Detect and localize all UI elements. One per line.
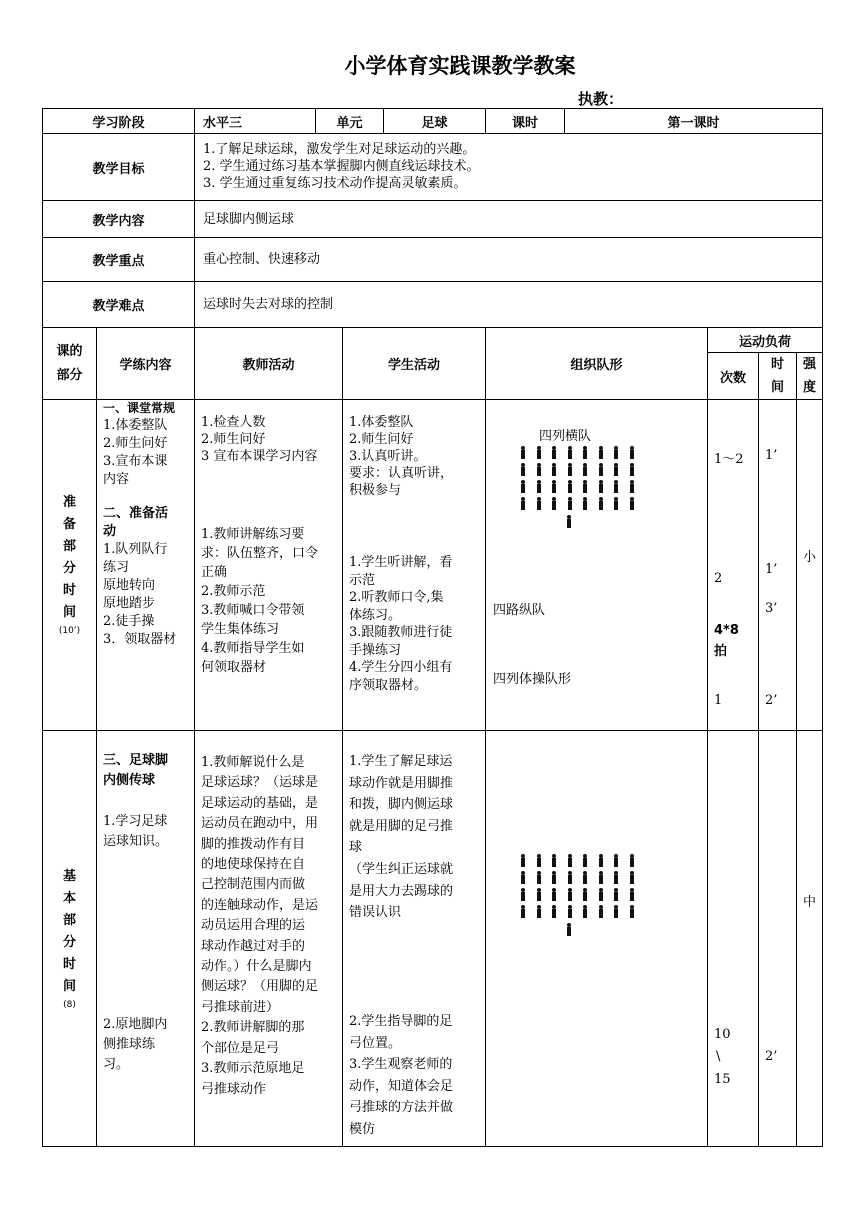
count-value: 2 bbox=[714, 571, 723, 586]
person-icon bbox=[613, 888, 619, 901]
basic-student-list-b bbox=[349, 1011, 453, 1141]
person-icon bbox=[629, 871, 635, 884]
person-icon bbox=[582, 854, 588, 867]
person-icon bbox=[566, 923, 572, 936]
content-label: 教学内容 bbox=[42, 200, 194, 237]
list-item: 弓推球前进） bbox=[201, 999, 280, 1015]
list-item: 积极参与 bbox=[349, 483, 402, 498]
basic-intensity-cell bbox=[796, 730, 823, 1147]
column-intensity: 强度 bbox=[796, 352, 823, 399]
person-icon bbox=[551, 854, 557, 867]
list-item: 3.教师示范原地足 bbox=[201, 1061, 305, 1077]
list-item: 4.教师指导学生如 bbox=[201, 641, 305, 656]
unit-label: 单元 bbox=[315, 108, 383, 133]
person-icon bbox=[598, 905, 604, 918]
person-icon bbox=[629, 463, 635, 476]
time-value: 2’ bbox=[765, 1049, 778, 1064]
list-item: （学生纠正运球就 bbox=[349, 861, 454, 877]
list-item: 动 bbox=[103, 524, 117, 539]
column-load: 运动负荷 bbox=[707, 327, 823, 352]
time-value: 1’ bbox=[765, 448, 778, 463]
basic-practice-list-a bbox=[103, 812, 168, 852]
list-item: 原地转向 bbox=[103, 578, 156, 593]
stage-value: 水平三 bbox=[194, 108, 315, 133]
person-icon bbox=[536, 497, 542, 510]
person-icon bbox=[582, 497, 588, 510]
person-icon bbox=[520, 905, 526, 918]
list-item: 求：队伍整齐，口令 bbox=[201, 546, 319, 561]
time-value: 1’ bbox=[765, 562, 778, 577]
list-item: 1.体委整队 bbox=[103, 418, 168, 433]
list-item: 运球知识。 bbox=[103, 834, 169, 849]
person-icon bbox=[629, 888, 635, 901]
person-icon bbox=[536, 480, 542, 493]
part-label-char: 间 bbox=[62, 605, 76, 620]
list-item: 侧运球？（用脚的足 bbox=[201, 979, 319, 995]
list-item bbox=[103, 489, 189, 505]
person-icon bbox=[598, 446, 604, 459]
basic-time-cell bbox=[758, 730, 796, 1147]
part-label-char: 部 bbox=[62, 539, 76, 554]
basic-student-list-a bbox=[349, 751, 453, 924]
lesson-label: 课时 bbox=[485, 108, 564, 133]
lesson-value: 第一课时 bbox=[564, 108, 823, 133]
list-item: 3.跟随教师进行徒 bbox=[349, 625, 453, 640]
person-icon bbox=[629, 497, 635, 510]
person-icon bbox=[551, 888, 557, 901]
person-icon bbox=[536, 905, 542, 918]
list-item: 是用大力去踢球的 bbox=[349, 883, 454, 899]
person-icon bbox=[551, 480, 557, 493]
person-icon bbox=[520, 463, 526, 476]
formation-label: 四列体操队形 bbox=[493, 672, 572, 687]
list-item: 3.教师喊口令带领 bbox=[201, 603, 305, 618]
list-item: 2.教师讲解脚的那 bbox=[201, 1020, 305, 1036]
person-icon bbox=[629, 480, 635, 493]
person-icon bbox=[598, 480, 604, 493]
part-label-char: 备 bbox=[62, 517, 76, 532]
list-item: 1.队列队行 bbox=[103, 542, 168, 557]
person-icon bbox=[567, 446, 573, 459]
objective-item: 3. 学生通过重复练习技术动作提高灵敏素质。 bbox=[203, 176, 467, 191]
time-value: 2’ bbox=[765, 693, 778, 708]
person-icon bbox=[582, 463, 588, 476]
list-item: 何领取器材 bbox=[201, 660, 267, 675]
person-icon bbox=[551, 497, 557, 510]
list-item: 练习 bbox=[103, 560, 130, 575]
list-item: 3．领取器材 bbox=[103, 632, 177, 647]
person-icon bbox=[629, 854, 635, 867]
part-label-char: 本 bbox=[62, 890, 76, 906]
person-icon bbox=[582, 446, 588, 459]
formation-label: 四路纵队 bbox=[493, 603, 546, 618]
list-item: 动作，知道体会足 bbox=[349, 1078, 454, 1094]
person-icon bbox=[520, 854, 526, 867]
list-item: 球动作就是用脚推 bbox=[349, 775, 454, 791]
person-icon bbox=[567, 888, 573, 901]
prep-part-label bbox=[42, 399, 96, 730]
list-item: 足球运球？（运球是 bbox=[201, 775, 319, 791]
list-item: 2.师生问好 bbox=[349, 432, 414, 447]
list-item: 侧推球练 bbox=[103, 1037, 156, 1052]
prep-student-list-a bbox=[349, 414, 453, 499]
list-item: 1.学生听讲解，看 bbox=[349, 555, 453, 570]
person-icon bbox=[551, 871, 557, 884]
list-item: 3.认真听讲。 bbox=[349, 449, 427, 464]
person-icon bbox=[520, 480, 526, 493]
list-item: 运动员在跑动中，用 bbox=[201, 816, 319, 832]
difficulty-value: 运球时失去对球的控制 bbox=[194, 281, 823, 327]
list-item: 弓推球的方法并做 bbox=[349, 1100, 454, 1116]
person-icon bbox=[520, 497, 526, 510]
list-item: 和拨，脚内侧运球 bbox=[349, 797, 454, 813]
person-icon bbox=[613, 497, 619, 510]
column-part: 课的部分 bbox=[42, 327, 96, 399]
person-icon bbox=[567, 905, 573, 918]
list-item: 1.教师解说什么是 bbox=[201, 755, 305, 770]
count-value: 拍 bbox=[714, 644, 728, 659]
list-item: 动员运用合理的运 bbox=[201, 918, 306, 934]
list-item: 内侧传球 bbox=[103, 773, 156, 788]
person-icon bbox=[598, 854, 604, 867]
list-item: 弓推球动作 bbox=[201, 1081, 267, 1097]
time-value: 3’ bbox=[765, 601, 778, 616]
person-icon bbox=[536, 854, 542, 867]
person-icon bbox=[520, 888, 526, 901]
list-item: 球动作越过对手的 bbox=[201, 938, 306, 954]
count-value: \ bbox=[716, 1049, 721, 1064]
prep-practice-list bbox=[103, 399, 189, 649]
person-icon bbox=[536, 463, 542, 476]
person-icon bbox=[536, 446, 542, 459]
prep-teacher-list-a bbox=[201, 414, 317, 465]
person-icon bbox=[536, 888, 542, 901]
list-item: 就是用脚的足弓推 bbox=[349, 818, 454, 834]
list-item: 习。 bbox=[103, 1057, 130, 1072]
column-count: 次数 bbox=[707, 352, 758, 399]
list-item: 错误认识 bbox=[349, 905, 402, 921]
prep-part-minutes: (10’) bbox=[58, 626, 81, 636]
list-item: 2.听教师口令,集 bbox=[349, 590, 444, 605]
person-icon bbox=[613, 871, 619, 884]
list-item: 2.教师示范 bbox=[201, 584, 266, 599]
objectives-label: 教学目标 bbox=[42, 133, 194, 200]
list-item: 个部位是足弓 bbox=[201, 1040, 280, 1056]
list-item: 1.检查人数 bbox=[201, 415, 266, 430]
basic-practice-list-b bbox=[103, 1015, 167, 1075]
intensity-value: 中 bbox=[803, 895, 817, 910]
list-item: 4.学生分四小组有 bbox=[349, 660, 453, 675]
part-label-char: 间 bbox=[62, 978, 76, 994]
person-icon bbox=[582, 480, 588, 493]
list-item: 三、足球脚 bbox=[103, 753, 169, 768]
list-item: 原地踏步 bbox=[103, 596, 156, 611]
column-time: 时间 bbox=[758, 352, 796, 399]
person-icon bbox=[613, 463, 619, 476]
objectives-list bbox=[194, 133, 823, 200]
count-value: 1 bbox=[714, 693, 723, 708]
column-student: 学生活动 bbox=[342, 327, 485, 399]
objective-item: 1.了解足球运球，激发学生对足球运动的兴趣。 bbox=[203, 142, 476, 157]
column-teacher: 教师活动 bbox=[194, 327, 342, 399]
list-item: 足球运动的基础，是 bbox=[201, 795, 319, 811]
part-label-char: 分 bbox=[62, 934, 76, 950]
person-icon bbox=[520, 446, 526, 459]
list-item: 的连触球动作，是运 bbox=[201, 897, 319, 913]
list-item: 2.徒手操 bbox=[103, 614, 155, 629]
list-item: 学生集体练习 bbox=[201, 622, 280, 637]
list-item: 2.师生问好 bbox=[201, 432, 266, 447]
key-points-label: 教学重点 bbox=[42, 237, 194, 281]
list-item: 1.学习足球 bbox=[103, 814, 168, 829]
count-value: 4*8 bbox=[714, 623, 739, 638]
content-value: 足球脚内侧运球 bbox=[194, 200, 823, 237]
list-item: 手操练习 bbox=[349, 642, 402, 658]
list-item: 要求：认真听讲， bbox=[349, 466, 454, 481]
list-item: 1.学生了解足球运 bbox=[349, 754, 453, 769]
stage-label: 学习阶段 bbox=[42, 108, 194, 133]
list-item: 1.体委整队 bbox=[349, 415, 414, 430]
person-icon bbox=[567, 463, 573, 476]
person-icon bbox=[567, 854, 573, 867]
list-item: 脚的推拨动作有目 bbox=[201, 836, 306, 852]
part-label-char: 时 bbox=[62, 956, 76, 972]
list-item: 3 宣布本课学习内容 bbox=[201, 449, 318, 464]
person-icon bbox=[536, 871, 542, 884]
prep-teacher-list-b bbox=[201, 525, 318, 677]
list-item: 正确 bbox=[201, 565, 228, 580]
objective-item: 2. 学生通过练习基本掌握脚内侧直线运球技术。 bbox=[203, 159, 480, 174]
person-icon bbox=[582, 888, 588, 901]
list-item: 1.教师讲解练习要 bbox=[201, 527, 305, 542]
column-formation: 组织队形 bbox=[485, 327, 707, 399]
difficulty-label: 教学难点 bbox=[42, 281, 194, 327]
part-label-char: 时 bbox=[62, 583, 76, 598]
basic-part-label bbox=[42, 730, 96, 1147]
list-item: 的地使球保持在自 bbox=[201, 857, 306, 873]
person-icon bbox=[598, 888, 604, 901]
page-title: 小学体育实践课教学教案 bbox=[344, 54, 576, 78]
person-icon bbox=[613, 446, 619, 459]
list-item: 体练习。 bbox=[349, 607, 402, 623]
count-value: 15 bbox=[714, 1072, 731, 1087]
count-value: 1～2 bbox=[714, 452, 744, 467]
list-item: 模仿 bbox=[349, 1121, 376, 1137]
part-label-char: 基 bbox=[62, 868, 76, 884]
list-item: 示范 bbox=[349, 572, 376, 588]
person-icon bbox=[598, 497, 604, 510]
person-icon bbox=[566, 515, 572, 528]
person-icon bbox=[520, 871, 526, 884]
part-label-char: 分 bbox=[62, 561, 76, 576]
basic-part-minutes: (8) bbox=[63, 999, 76, 1010]
count-value: 10 bbox=[714, 1027, 731, 1042]
list-item: 己控制范围内而做 bbox=[201, 877, 306, 893]
person-icon bbox=[598, 463, 604, 476]
person-icon bbox=[567, 480, 573, 493]
person-icon bbox=[582, 905, 588, 918]
person-icon bbox=[629, 446, 635, 459]
person-icon bbox=[598, 871, 604, 884]
list-item: 一、课堂常规 bbox=[103, 401, 176, 415]
prep-student-list-b bbox=[349, 554, 452, 694]
key-points-value: 重心控制、快速移动 bbox=[194, 237, 823, 281]
person-icon bbox=[551, 463, 557, 476]
person-icon bbox=[567, 497, 573, 510]
person-icon bbox=[551, 446, 557, 459]
teacher-label: 执教： bbox=[578, 90, 624, 108]
formation-label: 四列横队 bbox=[539, 429, 592, 444]
person-icon bbox=[613, 854, 619, 867]
person-icon bbox=[629, 905, 635, 918]
list-item: 3.宣布本课 bbox=[103, 454, 168, 469]
list-item: 球 bbox=[349, 840, 363, 856]
basic-teacher-list bbox=[201, 753, 318, 1100]
part-label-char: 部 bbox=[62, 912, 76, 928]
person-icon bbox=[613, 480, 619, 493]
list-item: 二、准备活 bbox=[103, 506, 169, 521]
column-practice: 学练内容 bbox=[96, 327, 194, 399]
basic-formation-cell bbox=[485, 730, 707, 1147]
unit-value: 足球 bbox=[383, 108, 485, 133]
person-icon bbox=[567, 871, 573, 884]
person-icon bbox=[551, 905, 557, 918]
basic-practice-cell bbox=[96, 730, 194, 1147]
basic-practice-heading bbox=[103, 751, 168, 791]
list-item: 动作。）什么是脚内 bbox=[201, 959, 312, 975]
list-item: 2.师生问好 bbox=[103, 436, 168, 451]
list-item: 弓位置。 bbox=[349, 1035, 402, 1051]
person-icon bbox=[582, 871, 588, 884]
intensity-value: 小 bbox=[803, 550, 817, 565]
list-item: 2.学生指导脚的足 bbox=[349, 1014, 453, 1029]
list-item: 内容 bbox=[103, 472, 130, 487]
list-item: 3.学生观察老师的 bbox=[349, 1057, 453, 1073]
list-item: 序领取器材。 bbox=[349, 677, 428, 693]
part-label-char: 准 bbox=[62, 495, 76, 510]
list-item: 2.原地脚内 bbox=[103, 1017, 168, 1032]
person-icon bbox=[613, 905, 619, 918]
